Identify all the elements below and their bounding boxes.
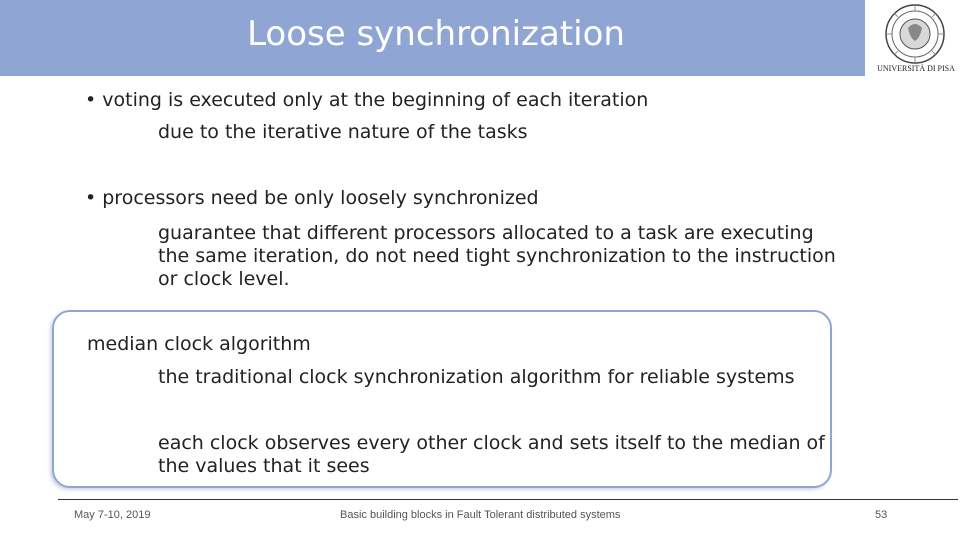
footer-title: Basic building blocks in Fault Tolerant distributed systems bbox=[340, 509, 621, 521]
footer-divider bbox=[58, 499, 958, 500]
slide-title: Loose synchronization bbox=[247, 14, 625, 54]
box-line-2: each clock observes every other clock and sets itself to the median of the values that it sees bbox=[158, 432, 825, 477]
bullet-loose-sync-detail: guarantee that different processors allocated to a task are executing the same iteration, do not need tight synchronization to the instruction or clock level. bbox=[158, 222, 836, 290]
bullet-voting-detail: due to the iterative nature of the tasks bbox=[158, 121, 528, 143]
footer-date: May 7-10, 2019 bbox=[74, 509, 151, 521]
box-line-1: the traditional clock synchronization algorithm for reliable systems bbox=[158, 366, 795, 388]
bullet-loose-sync: • processors need be only loosely synchronized bbox=[85, 187, 539, 209]
box-heading: median clock algorithm bbox=[87, 333, 311, 355]
logo-caption: UNIVERSITÀ DI PISA bbox=[877, 64, 955, 73]
bullet-voting: • voting is executed only at the beginning of each iteration bbox=[85, 89, 649, 111]
page-number: 53 bbox=[875, 509, 888, 521]
